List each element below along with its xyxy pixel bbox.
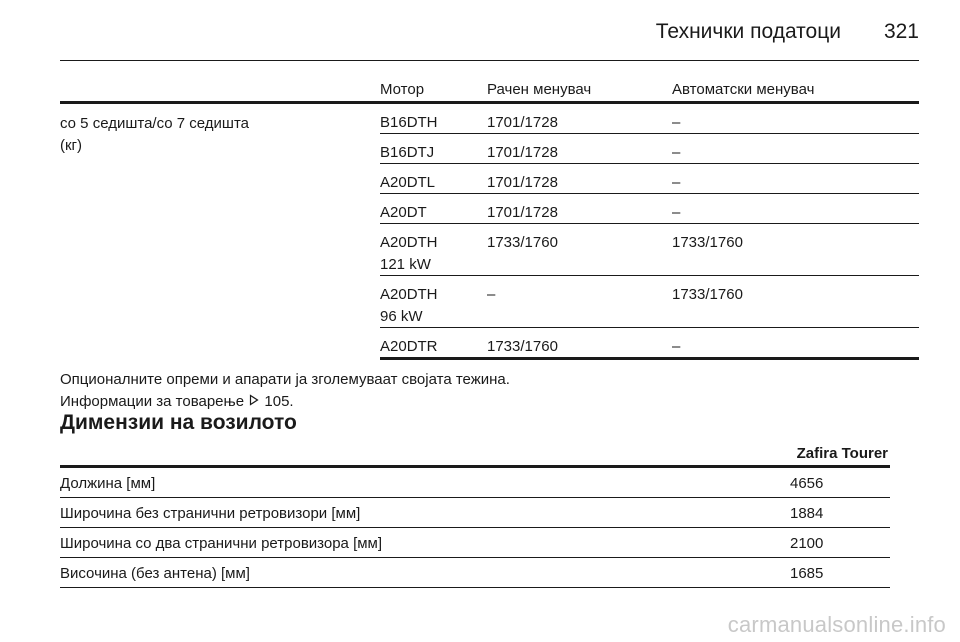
manual-weight-cell: 1701/1728 bbox=[487, 144, 558, 161]
engine-code: A20DTH bbox=[380, 286, 438, 303]
loading-info-page-link[interactable]: 105. bbox=[264, 393, 294, 410]
table-row bbox=[380, 276, 919, 328]
seats-label: со 5 седишта/со 7 седишта bbox=[60, 115, 249, 132]
auto-weight-cell: 1733/1760 bbox=[672, 234, 743, 251]
engine-cell bbox=[380, 284, 480, 328]
engine-cell: A20DT bbox=[380, 204, 427, 221]
column-header-model: Zafira Tourer bbox=[796, 445, 888, 462]
weight-table-header bbox=[60, 60, 919, 104]
table-row bbox=[380, 328, 919, 360]
auto-weight-cell: – bbox=[672, 144, 681, 161]
manual-weight-cell: 1733/1760 bbox=[487, 338, 558, 355]
engine-cell: B16DTJ bbox=[380, 144, 435, 161]
engine-code: A20DTH bbox=[380, 234, 438, 251]
table-row bbox=[60, 468, 890, 498]
table-row bbox=[380, 164, 919, 194]
dimension-value: 4656 bbox=[790, 475, 824, 492]
dimension-label: Широчина без странични ретровизори [мм] bbox=[60, 505, 361, 522]
auto-weight-cell: 1733/1760 bbox=[672, 286, 743, 303]
weight-row-label bbox=[60, 113, 249, 157]
table-row bbox=[380, 194, 919, 224]
engine-cell: A20DTR bbox=[380, 338, 438, 355]
table-row bbox=[380, 134, 919, 164]
engine-cell bbox=[380, 232, 480, 276]
dimension-label: Височина (без антена) [мм] bbox=[60, 565, 250, 582]
table-row bbox=[60, 498, 890, 528]
dimensions-table-header bbox=[60, 440, 890, 468]
unit-label: (кг) bbox=[60, 137, 83, 154]
weight-rows bbox=[380, 104, 919, 360]
engine-power: 121 kW bbox=[380, 256, 431, 273]
table-row bbox=[60, 558, 890, 588]
column-header-auto: Автоматски менувач bbox=[672, 81, 815, 98]
engine-cell: B16DTH bbox=[380, 114, 438, 131]
page-header bbox=[60, 20, 919, 61]
column-header-engine: Мотор bbox=[380, 81, 425, 98]
dimension-label: Должина [мм] bbox=[60, 475, 156, 492]
dimension-value: 2100 bbox=[790, 535, 824, 552]
engine-power: 96 kW bbox=[380, 308, 423, 325]
header-title: Технички податоци bbox=[655, 20, 841, 43]
weight-note: Опционалните опреми и апарати ја зголемуваат својата тежина. bbox=[60, 371, 510, 388]
auto-weight-cell: – bbox=[672, 114, 681, 131]
dimension-value: 1685 bbox=[790, 565, 824, 582]
watermark: carmanualsonline.info bbox=[727, 612, 946, 637]
auto-weight-cell: – bbox=[672, 174, 681, 191]
weight-table bbox=[60, 60, 919, 360]
dimensions-table bbox=[60, 440, 890, 588]
auto-weight-cell: – bbox=[672, 338, 681, 355]
auto-weight-cell: – bbox=[672, 204, 681, 221]
section-title: Димензии на возилото bbox=[60, 411, 297, 434]
page-number: 321 bbox=[883, 20, 919, 43]
manual-weight-cell: 1701/1728 bbox=[487, 204, 558, 221]
page-reference-icon bbox=[248, 392, 260, 412]
column-header-manual: Рачен менувач bbox=[487, 81, 592, 98]
table-row bbox=[380, 224, 919, 276]
triangle-arrow-icon bbox=[249, 394, 259, 406]
manual-weight-cell: 1701/1728 bbox=[487, 114, 558, 131]
dimension-label: Широчина со два странични ретровизора [мм] bbox=[60, 535, 383, 552]
dimension-value: 1884 bbox=[790, 505, 824, 522]
table-row bbox=[60, 528, 890, 558]
engine-cell: A20DTL bbox=[380, 174, 436, 191]
weight-table-body bbox=[60, 104, 919, 360]
manual-weight-cell: 1701/1728 bbox=[487, 174, 558, 191]
manual-weight-cell: 1733/1760 bbox=[487, 234, 558, 251]
loading-info-note bbox=[60, 392, 294, 412]
manual-weight-cell: – bbox=[487, 286, 496, 303]
loading-info-text: Информации за товарење bbox=[60, 393, 245, 410]
table-row bbox=[380, 104, 919, 134]
